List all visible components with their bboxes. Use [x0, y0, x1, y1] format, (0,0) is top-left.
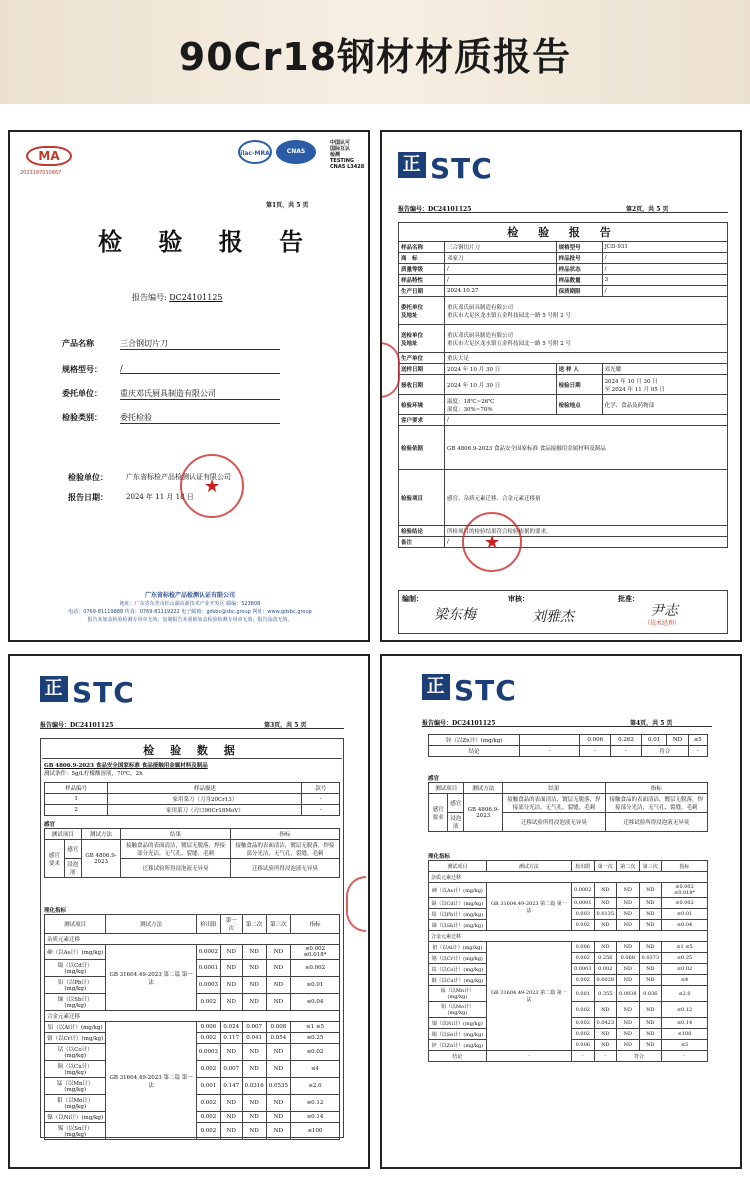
table-row: 镉（以Cd计）(mg/kg) 0.0001 ND ND ND ≤0.002 — [429, 898, 708, 909]
inspection-unit-label: 检验单位： — [68, 472, 108, 482]
sign-label: 审核： — [508, 594, 529, 603]
seal-star-icon: ★ — [484, 532, 501, 553]
chemical-table: 测试项目 测试方法 检出限 第一次 第二次 第三次 指标 杂质元素迁移 砷（以As计）(mg/kg) GB 31604.49-2023 第二篇 第一法 0.0002 ND ND ND ≤0.002 ≤0.018* 镉（以Cd计）(mg/kg) 0.0001 ND ND ND ≤0.002 铅（以Pb计）(mg/kg) 0.0003 ND ND ND ≤0.01 锑（以Sb计）(mg/kg) 0.002 ND ND ND ≤0.04 合金元素迁移 铝（以Al计）(mg/kg) GB 31604.49-2023 第二篇 第一法 0.006 0.024 0.007 0.008 ≤1 ≤5 铬（以Cr计）(mg/kg) 0.002 0.117 0.041 0.054 ≤0.25 钴（以Co计）(mg/kg) 0.0003 ND ND ND ≤0.02 铜（以Cu计）(mg/kg) 0.002 0.007 ND ND ≤4 锰（以Mn计）(mg/kg) 0.001 0.147 0.0316 0.0535 ≤2.0 钼（以Mo计）(mg/kg) 0.002 ND ND ND ≤0.12 镍（以Ni计）(mg/kg) 0.002 ND ND ND ≤0.14 锡（以Sn计）(mg/kg) 0.002 ND ND ND ≤100 — [44, 914, 340, 1140]
table-row: 铬（以Cr计）(mg/kg) 0.002 0.117 0.041 0.054 ≤0.25 — [45, 1033, 340, 1044]
table-row: 感官要求 感官 GB 4806.9-2023 接触食品的表面清洁，镀层无脱落，焊接部分光洁，无气孔、裂缝、毛刺 接触食品的表面清洁，镀层无脱落，焊接部分光洁，无气孔、裂缝、毛刺 — [45, 840, 340, 859]
table-row: 检验项目 感官、杂质元素迁移、合金元素迁移量 — [399, 470, 728, 526]
table-row: 接收日期 2024 年 10 月 30 日 检验日期 2024 年 10 月 30 日 至 2024 年 11 月 05 日 — [399, 375, 728, 395]
table-row: 样品特性 / 样品数量 3 — [399, 275, 728, 286]
table-row: 铬（以Cr计）(mg/kg) 0.002 0.256 0.068 0.0373 ≤0.25 — [429, 953, 708, 964]
report-number: 报告编号：DC24101125 — [398, 206, 472, 213]
sign-label: 编制： — [402, 594, 423, 603]
test-condition: 测试条件：5g/L柠檬酸溶液，70℃，2h — [44, 771, 143, 777]
signature-compiler: 梁东梅 — [434, 607, 476, 623]
chemical-table: 测试项目 测试方法 检出限 第一次 第二次 第三次 指标 杂质元素迁移 砷（以As计）(mg/kg) GB 31604.49-2023 第二篇 第一法 0.0002 ND ND ND ≤0.002 ≤0.018* 镉（以Cd计）(mg/kg) 0.0001 ND ND ND ≤0.002 铅（以Pb计）(mg/kg) 0.003 0.0135 ND ND ≤0.01 锑（以Sb计）(mg/kg) 0.002 ND ND ND ≤0.04 合金元素迁移 铝（以Al计）(mg/kg) GB 31604.49-2023 第二篇 第一法 0.006 ND ND ND ≤1 ≤5 铬（以Cr计）(mg/kg) 0.002 0.256 0.068 0.0373 ≤0.25 钴（以Co计）(mg/kg) 0.0003 0.002 ND ND ≤0.02 铜（以Cu计）(mg/kg) 0.002 0.0028 ND ND ≤4 锰（以Mn计）(mg/kg) 0.001 0.355 0.0938 0.036 ≤2.0 钼（以Mo计）(mg/kg) 0.002 ND ND ND ≤0.12 镍（以Ni计）(mg/kg) 0.002 0.0423 ND ND ≤0.14 锡（以Sn计）(mg/kg) 0.002 ND ND ND ≤100 锌（以Zn计）(mg/kg) 0.006 ND ND ND ≤5 结论 - - - 符合 - — [428, 860, 708, 1062]
sensory-table: 测试项目 测试方法 结果 指标 感官要求 感官 GB 4806.9-2023 接触食品的表面清洁，镀层无脱落，焊接部分光洁，无气孔、裂缝、毛刺 接触食品的表面清洁，镀层无脱落，焊接部分光洁，无气孔、裂缝、毛刺 浸泡液 迁移试验所得浸泡液无异臭 迁移试验所得浸泡液无异臭 — [428, 782, 708, 832]
table-row: 生产单位 重庆大足 — [399, 353, 728, 364]
table-row: 委托单位 及地址 重庆邓氏厨具制造有限公司 重庆市大足区龙水镇五金科技园北一路 5 号附 2 号 — [399, 297, 728, 325]
table-row: 钼（以Mo计）(mg/kg) 0.002 ND ND ND ≤0.12 — [429, 1002, 708, 1018]
table-row: 检验结论 所检项目的检验结果符合检验依据的要求。 — [399, 526, 728, 537]
table-row: 钴（以Co计）(mg/kg) 0.0003 ND ND ND ≤0.02 — [45, 1044, 340, 1061]
table-row: 送检单位 及地址 重庆邓氏厨具制造有限公司 重庆市大足区龙水镇五金科技园北一路 5 号附 2 号 — [399, 325, 728, 353]
stc-emblem-icon: 正 — [398, 152, 426, 178]
report-title: 检 验 报 告 — [98, 227, 318, 256]
section-title: 感官 — [428, 776, 440, 782]
table-row: 样品名称 三合钢切片刀 规格型号 JCD-931 — [399, 242, 728, 253]
stc-emblem-icon: 正 — [422, 674, 450, 700]
footer-note: 报告未加盖检验检测专用章无效；复制报告未重新加盖检验检测专用章无效；报告涂改无效。 — [87, 617, 293, 623]
table-row: 镉（以Cd计）(mg/kg) 0.0001 ND ND ND ≤0.002 — [45, 960, 340, 977]
ma-logo: MA — [26, 146, 72, 166]
table-row: 客户要求 / — [399, 415, 728, 426]
table-row: 铝（以Al计）(mg/kg) GB 31604.49-2023 第二篇 第一法 0.006 0.024 0.007 0.008 ≤1 ≤5 — [45, 1022, 340, 1033]
table-row: 结论 - - - 符合 - — [429, 1051, 708, 1062]
stc-logo: 正 STC — [398, 152, 493, 185]
report-date-label: 报告日期： — [68, 492, 108, 502]
field-value: 委托检验 — [120, 412, 280, 424]
field-label: 规格型号： — [62, 364, 102, 374]
table-row: 砷（以As计）(mg/kg) GB 31604.49-2023 第二篇 第一法 0.0002 ND ND ND ≤0.002 ≤0.018* — [429, 883, 708, 898]
field-value: / — [120, 364, 280, 374]
report-number-label: 报告编号: — [132, 293, 167, 302]
table-row: 浸泡液 迁移试验所得浸泡液无异臭 迁移试验所得浸泡液无异臭 — [45, 859, 340, 878]
table-row: 钴（以Co计）(mg/kg) 0.0003 0.002 ND ND ≤0.02 — [429, 964, 708, 975]
report-date: 2024 年 11 月 18 日 — [126, 493, 194, 501]
section-title: 理化指标 — [44, 908, 67, 914]
signature-reviewer: 刘雅杰 — [532, 609, 574, 625]
table-row: 钼（以Mo计）(mg/kg) 0.002 ND ND ND ≤0.12 — [45, 1095, 340, 1112]
table-row: 镍（以Ni计）(mg/kg) 0.002 0.0423 ND ND ≤0.14 — [429, 1018, 708, 1029]
table-row: 锡（以Sn计）(mg/kg) 0.002 ND ND ND ≤100 — [45, 1123, 340, 1140]
field-value: 重庆邓氏厨具制造有限公司 — [120, 388, 280, 400]
table-row: 铅（以Pb计）(mg/kg) 0.0003 ND ND ND ≤0.01 — [45, 977, 340, 994]
test-data-page-3 — [8, 654, 370, 1169]
table-row: 检验环境 温度：18℃~26℃ 湿度：30%~70% 检验地点 化学、食品及药物部 — [399, 395, 728, 415]
page-number: 第4页，共 5 页 — [630, 720, 673, 727]
table-row: 备注 / — [399, 537, 728, 548]
report-number: 报告编号：DC24101125 — [422, 720, 496, 727]
sensory-table: 测试项目 测试方法 结果 指标 感官要求 感官 GB 4806.9-2023 接触食品的表面清洁，镀层无脱落，焊接部分光洁，无气孔、裂缝、毛刺 接触食品的表面清洁，镀层无脱落，焊接部分光洁，无气孔、裂缝、毛刺 浸泡液 迁移试验所得浸泡液无异臭 迁移试验所得浸泡液无异臭 — [44, 828, 340, 878]
table-row: 锑（以Sb计）(mg/kg) 0.002 ND ND ND ≤0.04 — [45, 994, 340, 1011]
title-banner — [0, 0, 750, 104]
report-number-row — [132, 292, 223, 303]
signature-approver: 尹志 — [650, 603, 678, 619]
table-row: 质量等级 / 样品状态 / — [399, 264, 728, 275]
stc-logo: 正 STC — [422, 674, 517, 707]
table-row: 感官要求 感官 GB 4806.9-2023 接触食品的表面清洁，镀层无脱落，焊接部分光洁，无气孔、裂缝、毛刺 接触食品的表面清洁，镀层无脱落，焊接部分光洁，无气孔、裂缝、毛刺 — [429, 794, 708, 813]
edge-seal — [380, 342, 400, 398]
table-row: 送样日期 2024 年 10 月 30 日 送 样 人 邓光耀 — [399, 364, 728, 375]
table-row: 锌（以Zn计）(mg/kg) 0.006 0.262 0.01 ND ≤5 — [429, 735, 708, 746]
report-number: DC24101125 — [169, 293, 223, 302]
table-row: 锑（以Sb计）(mg/kg) 0.002 ND ND ND ≤0.04 — [429, 920, 708, 931]
stc-logo: 正 STC — [40, 676, 135, 709]
page-number: 第2页，共 5 页 — [626, 206, 669, 213]
test-data-page-4 — [380, 654, 742, 1169]
section-title: 理化指标 — [428, 854, 451, 860]
edge-seal — [346, 876, 366, 932]
table-row: 2 家用菜刀（刃口90Cr18MoV） - — [45, 805, 340, 816]
approver-title: （技术经理） — [644, 620, 681, 627]
field-label: 检验类别： — [62, 412, 102, 422]
ma-number: 2023197010867 — [20, 170, 62, 176]
seal-star-icon: ★ — [204, 476, 221, 497]
table-row: 锰（以Mn计）(mg/kg) 0.001 0.355 0.0938 0.036 ≤2.0 — [429, 986, 708, 1002]
stc-emblem-icon: 正 — [40, 676, 68, 702]
table-row: 1 家用菜刀（刀身20Cr13） - — [45, 794, 340, 805]
table-row: 浸泡液 迁移试验所得浸泡液无异臭 迁移试验所得浸泡液无异臭 — [429, 813, 708, 832]
table-row: 铜（以Cu计）(mg/kg) 0.002 0.0028 ND ND ≤4 — [429, 975, 708, 986]
footer-address: 地址：广东省东莞市松山湖高新技术产业开发区 邮编：523808 — [119, 601, 261, 607]
cnas-caption: 中国认可 国际互认 检测 TESTING CNAS L3428 — [330, 140, 365, 170]
section-title: 感官 — [44, 822, 56, 828]
footer-contact: 电话：0769-81119888 传真：0769-81119222 电子邮箱：gdsbc@sbc.group 网址：www.gdsbc.group — [68, 609, 312, 615]
table-row: 锡（以Sn计）(mg/kg) 0.002 ND ND ND ≤100 — [429, 1029, 708, 1040]
table-title: 检 验 报 告 — [399, 223, 728, 242]
page-title: 90Cr18钢材材质报告 — [178, 35, 572, 79]
field-label: 产品名称 — [62, 338, 94, 348]
sample-table: 样品编号 样品描述 款号 1 家用菜刀（刀身20Cr13） - 2 家用菜刀（刃口90Cr18MoV） - — [44, 782, 340, 816]
page-number: 第1页，共 5 页 — [266, 202, 309, 209]
inspection-unit: 广东省标检产品检测认证有限公司 — [126, 473, 231, 481]
cnas-logo: CNAS — [276, 140, 316, 164]
report-number: 报告编号：DC24101125 — [40, 722, 114, 729]
footer-company: 广东省标检产品检测认证有限公司 — [144, 592, 235, 599]
ilac-mra-logo: ilac-MRA — [238, 140, 272, 164]
field-value: 三合钢切片刀 — [120, 338, 280, 350]
table-row: 锰（以Mn计）(mg/kg) 0.001 0.147 0.0316 0.0535 ≤2.0 — [45, 1078, 340, 1095]
table-row: 锌（以Zn计）(mg/kg) 0.006 ND ND ND ≤5 — [429, 1040, 708, 1051]
table-row: 铝（以Al计）(mg/kg) GB 31604.49-2023 第二篇 第一法 0.006 ND ND ND ≤1 ≤5 — [429, 942, 708, 953]
table-row: 检验依据 GB 4806.9-2023 食品安全国家标准 食品接触用金属材料及制品 — [399, 426, 728, 470]
table-row: 砷（以As计）(mg/kg) GB 31604.49-2023 第二篇 第一法 0.0002 ND ND ND ≤0.002 ≤0.018* — [45, 945, 340, 960]
table-row: 商 标 邓家刀 样品批号 / — [399, 253, 728, 264]
continued-table — [428, 734, 708, 757]
report-info-page — [380, 130, 742, 642]
report-cover-page — [8, 130, 370, 642]
table-row: 铅（以Pb计）(mg/kg) 0.003 0.0135 ND ND ≤0.01 — [429, 909, 708, 920]
report-info-table — [398, 222, 728, 548]
page-number: 第3页，共 5 页 — [264, 722, 307, 729]
table-row: 结论 - - - 符合 - — [429, 746, 708, 757]
standard: GB 4806.9-2023 食品安全国家标准 食品接触用金属材料及制品 — [44, 763, 208, 769]
sign-label: 批准： — [618, 594, 639, 603]
table-row: 生产日期 2024.10.27 保质期限 / — [399, 286, 728, 297]
field-label: 委托单位： — [62, 388, 102, 398]
table-row: 铜（以Cu计）(mg/kg) 0.002 0.007 ND ND ≤4 — [45, 1061, 340, 1078]
table-row: 镍（以Ni计）(mg/kg) 0.002 ND ND ND ≤0.14 — [45, 1112, 340, 1123]
table-title: 检 验 数 据 — [143, 744, 241, 757]
